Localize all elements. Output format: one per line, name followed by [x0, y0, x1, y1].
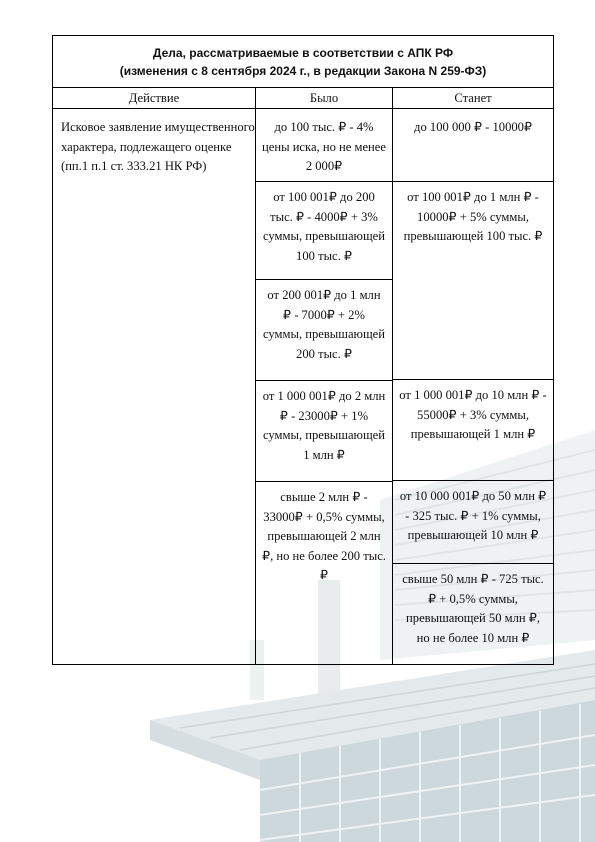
will-row-5: свыше 50 млн ₽ - 725 тыс. ₽ + 0,5% суммы, превышающей 50 млн ₽, но не более 10 млн ₽: [402, 572, 544, 645]
will-column: [393, 109, 554, 665]
action-cell: Исковое заявление имущественного характера, подлежащего оценке (пп.1 п.1 ст. 333.21 НК РФ): [53, 109, 256, 665]
will-row-2: от 100 001₽ до 1 млн ₽ - 10000₽ + 5% суммы, превышающей 100 тыс. ₽: [393, 182, 553, 380]
will-row-1: до 100 000 ₽ - 10000₽: [393, 109, 553, 182]
was-row-4: от 1 000 001₽ до 2 млн ₽ - 23000₽ + 1% суммы, превышающей 1 млн ₽: [256, 381, 392, 482]
table-title-line1: Дела, рассматриваемые в соответствии с АПК РФ: [152, 45, 454, 60]
was-column: [256, 109, 393, 665]
header-was: Было: [256, 88, 393, 109]
will-row-4: от 10 000 001₽ до 50 млн ₽ - 325 тыс. ₽ + 1% суммы, превышающей 10 млн ₽: [393, 481, 553, 564]
was-row-1: до 100 тыс. ₽ - 4% цены иска, но не менее 2 000₽: [256, 109, 392, 182]
was-row-2: от 100 001₽ до 200 тыс. ₽ - 4000₽ + 3% суммы, превышающей 100 тыс. ₽: [256, 182, 392, 280]
was-row-5: свыше 2 млн ₽ - 33000₽ + 0,5% суммы, превышающей 2 млн ₽, но не более 200 тыс. ₽: [262, 490, 386, 582]
fee-comparison-table: [52, 35, 554, 665]
header-will: Станет: [393, 88, 554, 109]
table-title-line2: (изменения с 8 сентября 2024 г., в редакции Закона N 259-ФЗ): [119, 63, 487, 78]
header-action: Действие: [53, 88, 256, 109]
was-row-3: от 200 001₽ до 1 млн ₽ - 7000₽ + 2% суммы, превышающей 200 тыс. ₽: [256, 280, 392, 381]
table-title: [53, 36, 554, 88]
will-row-3: от 1 000 001₽ до 10 млн ₽ - 55000₽ + 3% суммы, превышающей 1 млн ₽: [393, 380, 553, 481]
